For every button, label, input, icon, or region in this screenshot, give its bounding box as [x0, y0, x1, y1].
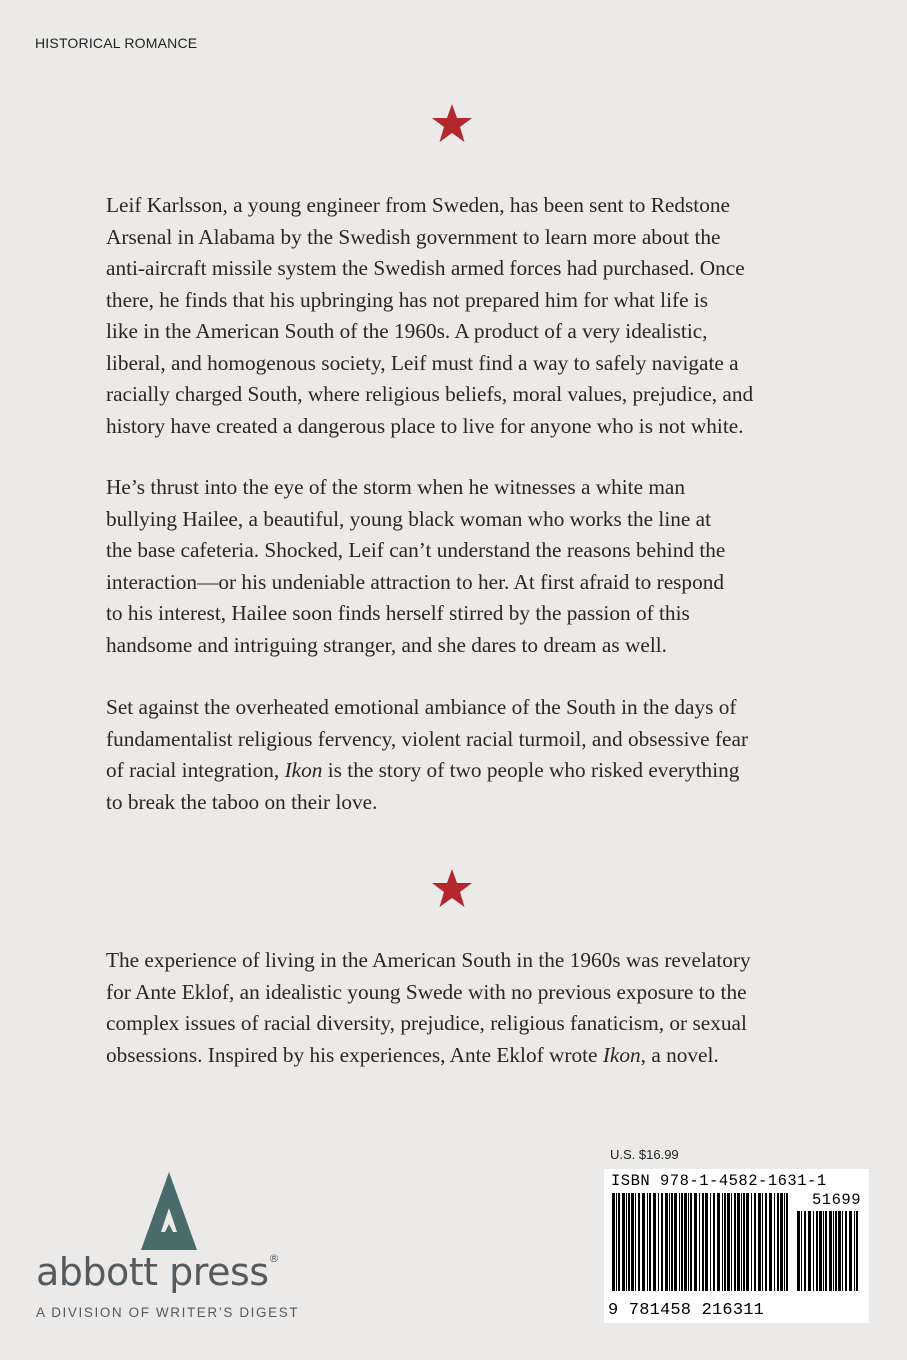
barcode-bar [616, 1193, 617, 1291]
author-bio [106, 945, 806, 1071]
barcode-bar [717, 1193, 720, 1291]
barcode-bar [618, 1193, 620, 1291]
barcode-bar [842, 1211, 843, 1291]
barcode-bar [835, 1211, 837, 1291]
barcode-bar [722, 1193, 723, 1291]
barcode-bar [665, 1193, 668, 1291]
price-label: U.S. $16.99 [610, 1147, 679, 1162]
barcode-bar [801, 1211, 802, 1291]
barcode-bar [724, 1193, 726, 1291]
text-line: Set against the overheated emotional ambiance of the South in the days of [106, 695, 737, 719]
barcode-bar [845, 1211, 847, 1291]
barcode-bar [699, 1193, 700, 1291]
text-line: The experience of living in the American South in the 1960s was revelatory [106, 948, 751, 972]
barcode-bar [743, 1193, 745, 1291]
publisher-name [36, 1250, 279, 1294]
text-line: racially charged South, where religious beliefs, moral values, prejudice, and [106, 382, 754, 406]
barcode-bar [649, 1193, 651, 1291]
barcode-bar [746, 1193, 749, 1291]
barcode-bar [769, 1193, 772, 1291]
barcode-bar [710, 1193, 711, 1291]
barcode-bar [774, 1193, 775, 1291]
barcode-bar [638, 1193, 640, 1291]
barcode-bar [829, 1211, 832, 1291]
barcode-bar [823, 1211, 824, 1291]
barcode-bar [684, 1193, 687, 1291]
text-segment: is the story of two people who risked everything [322, 758, 740, 782]
barcode-bar [734, 1193, 736, 1291]
barcode-bar [813, 1211, 814, 1291]
synopsis-paragraph-1 [106, 190, 806, 442]
barcode-bar [751, 1193, 752, 1291]
barcode-bar [669, 1193, 670, 1291]
text-segment: , a novel. [640, 1042, 719, 1067]
text-line: bullying Hailee, a beautiful, young black woman who works the line at [106, 506, 712, 531]
barcode-bar [635, 1193, 636, 1291]
barcode-bar [674, 1193, 677, 1291]
barcode-bar [838, 1211, 841, 1291]
barcode-bar [854, 1211, 855, 1291]
barcode-bar [647, 1193, 648, 1291]
price-supplement-number: 51699 [811, 1191, 861, 1209]
barcode-bar [819, 1211, 822, 1291]
barcode-bar [833, 1211, 834, 1291]
barcode-bar [849, 1211, 852, 1291]
text-line: liberal, and homogenous society, Leif must find a way to safely navigate a [106, 350, 739, 375]
barcode-bar [681, 1193, 683, 1291]
barcode-bar [731, 1193, 732, 1291]
text-line: to break the taboo on their love. [106, 789, 378, 814]
barcode-bar [784, 1193, 785, 1291]
barcode-bar [658, 1193, 659, 1291]
text-line: interaction—or his undeniable attraction to her. At first afraid to respond [106, 569, 725, 594]
barcode-bar [690, 1193, 692, 1291]
text-line: He’s thrust into the eye of the storm when he witnesses a white man [106, 475, 686, 499]
text-line [106, 1040, 806, 1072]
supplement-barcode [797, 1211, 861, 1297]
synopsis-paragraph-2 [106, 472, 806, 661]
trademark-symbol: ® [268, 1252, 280, 1265]
text-segment: obsessions. Inspired by his experiences, Ante Eklof wrote [106, 1042, 603, 1067]
barcode-bar [642, 1193, 645, 1291]
barcode-bar [661, 1193, 663, 1291]
publisher-name-text: abbott press [36, 1250, 269, 1294]
barcode-bar [702, 1193, 704, 1291]
barcode-bar [780, 1193, 783, 1291]
barcode-bar [762, 1193, 763, 1291]
barcode-bar [705, 1193, 708, 1291]
barcode-bar [816, 1211, 818, 1291]
text-line: anti-aircraft missile system the Swedish armed forces had purchased. Once [106, 256, 745, 280]
barcode-bar [797, 1211, 800, 1291]
barcode-bar [622, 1193, 625, 1291]
star-icon [431, 868, 473, 908]
text-line: Leif Karlsson, a young engineer from Sweden, has been sent to Redstone [106, 193, 730, 217]
barcode-bar [694, 1193, 697, 1291]
barcode-bar [825, 1211, 827, 1291]
barcode-bar [808, 1211, 811, 1291]
barcode-bar [765, 1193, 767, 1291]
barcode-panel [604, 1169, 869, 1323]
barcode-bar [631, 1193, 634, 1291]
barcode-bar [754, 1193, 756, 1291]
barcode-bar [628, 1193, 630, 1291]
barcode-bar [856, 1211, 858, 1291]
text-line: Arsenal in Alabama by the Swedish government to learn more about the [106, 224, 721, 249]
publisher-tagline: A DIVISION OF WRITER’S DIGEST [36, 1305, 300, 1320]
barcode-bar [612, 1193, 615, 1291]
genre-label: HISTORICAL ROMANCE [35, 35, 198, 51]
text-line: history have created a dangerous place to live for anyone who is not white. [106, 413, 744, 438]
text-segment: of racial integration, [106, 758, 285, 782]
text-line: complex issues of racial diversity, prejudice, religious fanaticism, or sexual [106, 1011, 747, 1035]
isbn-text: ISBN 978-1-4582-1631-1 [611, 1172, 827, 1190]
synopsis-paragraph-3 [106, 692, 806, 818]
text-line: handsome and intriguing stranger, and she dares to dream as well. [106, 632, 667, 657]
barcode-digits: 9 781458 216311 [608, 1301, 765, 1320]
barcode-bar [741, 1193, 742, 1291]
barcode-bar [758, 1193, 761, 1291]
barcode-bar [737, 1193, 740, 1291]
star-icon [431, 103, 473, 143]
mountain-a-logo-icon [141, 1172, 197, 1250]
text-line: like in the American South of the 1960s. A product of a very idealistic, [106, 319, 708, 343]
barcode-bar [713, 1193, 715, 1291]
barcode-bar [688, 1193, 689, 1291]
barcode-bar [626, 1193, 627, 1291]
barcode-bar [727, 1193, 730, 1291]
barcode-bar [777, 1193, 779, 1291]
text-line: to his interest, Hailee soon finds herself stirred by the passion of this [106, 601, 690, 625]
barcode-bar [653, 1193, 656, 1291]
ean-barcode [612, 1193, 792, 1297]
text-line: for Ante Eklof, an idealistic young Swede with no previous exposure to the [106, 979, 747, 1004]
barcode-bar [804, 1211, 806, 1291]
text-line: the base cafeteria. Shocked, Leif can’t understand the reasons behind the [106, 538, 726, 562]
text-line: fundamentalist religious fervency, violent racial turmoil, and obsessive fear [106, 726, 749, 751]
text-line [106, 755, 806, 787]
text-line: there, he finds that his upbringing has not prepared him for what life is [106, 287, 709, 312]
barcode-bar [671, 1193, 673, 1291]
barcode-bar [679, 1193, 680, 1291]
barcode-bar [786, 1193, 788, 1291]
book-title: Ikon [602, 1042, 641, 1067]
book-title: Ikon [284, 758, 323, 782]
